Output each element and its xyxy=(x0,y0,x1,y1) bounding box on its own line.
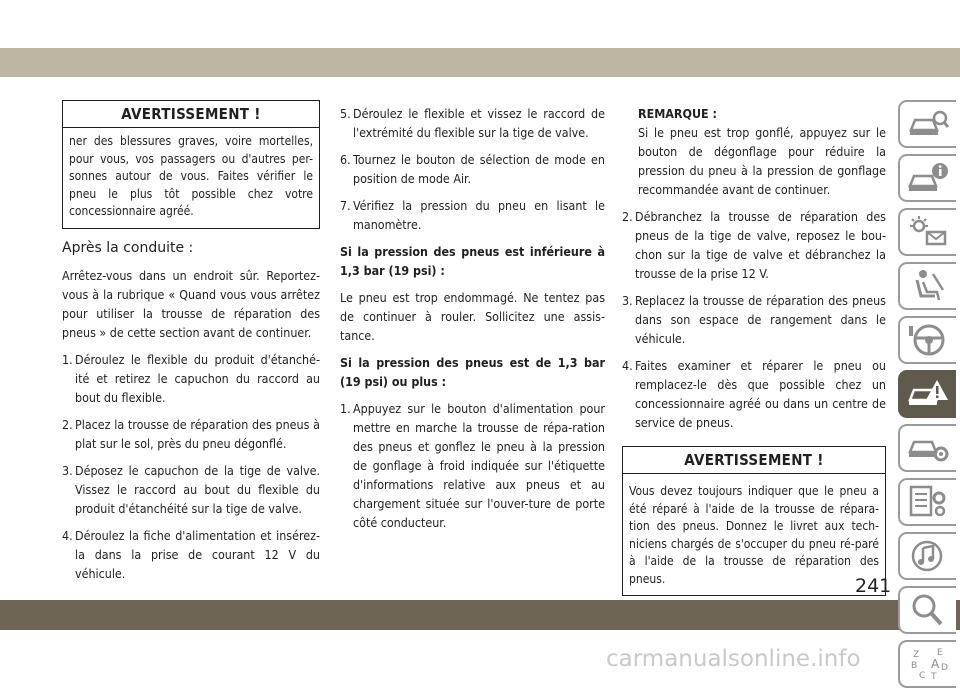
list-item xyxy=(340,104,605,142)
specifications-icon xyxy=(907,484,949,520)
index-letter: E xyxy=(937,648,943,658)
column-2 xyxy=(340,104,605,540)
tab-specifications[interactable] xyxy=(898,478,956,526)
step-number: 5. xyxy=(340,106,351,121)
car-emergency-icon xyxy=(907,376,949,412)
warning-box-2 xyxy=(622,446,886,596)
warning-lights-icon xyxy=(907,214,949,250)
step-text: Replacez la trousse de réparation des pneus dans son espace de rangement dans le véhicule. xyxy=(635,293,886,346)
ok-pressure-heading: Si la pression des pneus est de 1,3 bar (19 psi) ou plus : xyxy=(340,355,605,389)
steps-list-2 xyxy=(340,104,605,234)
steering-wheel-icon xyxy=(907,322,949,358)
step-text: Déroulez le flexible du produit d'étanché-ité et retirez le capuchon du raccord au bout du flexible. xyxy=(75,351,320,405)
step-number: 4. xyxy=(62,527,73,543)
step-text: Débranchez la trousse de réparation des pneus de la tige de valve, reposez le bou-chon sur la tige de valve et débranchez la trousse de la prise 12 V. xyxy=(635,209,886,281)
list-item xyxy=(340,196,605,234)
step-number: 1. xyxy=(340,401,351,416)
alphabet-index-icon xyxy=(907,646,949,682)
column-3 xyxy=(622,104,886,596)
tab-car-info[interactable] xyxy=(898,154,956,202)
car-service-icon xyxy=(907,430,949,466)
step-text: Vérifiez la pression du pneu en lisant le manomètre. xyxy=(353,198,605,232)
index-letter: C xyxy=(919,671,926,681)
car-search-icon xyxy=(907,106,949,142)
step-number: 2. xyxy=(62,416,73,432)
step-text: Déposez le capuchon de la tige de valve. Vissez le raccord au bout du flexible du produit d'étanchéité sur la tige de valve. xyxy=(75,462,320,516)
step-text: Placez la trousse de réparation des pneus à plat sur le sol, près du pneu dégonflé. xyxy=(75,416,320,451)
list-item xyxy=(62,526,320,583)
tab-car-service[interactable] xyxy=(898,424,956,472)
intro-paragraph: Arrêtez-vous dans un endroit sûr. Reportez-vous à la rubrique « Quand vous vous arrêtez pour utiliser la trousse de réparation des pneus » de cette section avant de continuer. xyxy=(62,267,320,340)
tab-alphabet-index[interactable] xyxy=(898,640,956,688)
tab-warning-lights[interactable] xyxy=(898,208,956,256)
step-number: 3. xyxy=(62,462,73,478)
steps-list-4 xyxy=(622,207,886,432)
tab-seat-person[interactable] xyxy=(898,262,956,310)
step-number: 1. xyxy=(62,351,73,367)
warning-title: AVERTISSEMENT ! xyxy=(63,101,319,128)
step-text: Faites examiner et réparer le pneu ou remplacez-le dès que possible chez un concessionnaire agréé ou dans un centre de service de pneus. xyxy=(635,358,886,430)
tab-multimedia[interactable] xyxy=(898,532,956,580)
low-pressure-text: Le pneu est trop endommagé. Ne tentez pas de continuer à rouler. Sollicitez une assis-tance. xyxy=(340,290,605,343)
magnifier-icon xyxy=(907,592,949,628)
chapter-tabs xyxy=(898,100,960,694)
section-title: Après la conduite : xyxy=(62,239,194,256)
note-label: REMARQUE : xyxy=(638,106,717,121)
steps-list-1 xyxy=(62,350,320,583)
low-pressure-heading: Si la pression des pneus est inférieure à 1,3 bar (19 psi) : xyxy=(340,244,605,278)
step-number: 2. xyxy=(622,209,633,224)
warning-title: AVERTISSEMENT ! xyxy=(623,447,885,474)
note-text: Si le pneu est trop gonflé, appuyez sur le bouton de dégonflage pour réduire la pression du pneu à la pression de gonflage recommandée avant de continuer. xyxy=(638,125,886,197)
list-item xyxy=(62,461,320,518)
step-number: 7. xyxy=(340,198,351,213)
list-item xyxy=(622,356,886,432)
tab-car-emergency[interactable] xyxy=(898,370,956,418)
list-item xyxy=(622,207,886,283)
list-item xyxy=(622,291,886,348)
list-item xyxy=(340,150,605,188)
top-band xyxy=(0,48,960,77)
bottom-band xyxy=(0,600,960,630)
column-1 xyxy=(62,100,320,591)
index-letter: Z xyxy=(913,650,920,660)
step-number: 4. xyxy=(622,358,633,373)
step-text: Déroulez le flexible et vissez le raccord de l'extrémité du flexible sur la tige de valve. xyxy=(353,106,605,140)
car-info-icon xyxy=(907,160,949,196)
step-number: 3. xyxy=(622,293,633,308)
warning-text: Vous devez toujours indiquer que le pneu a été réparé à l'aide de la trousse de répara-tion des pneus. Donnez le livret aux tech-niciens chargés de s'occuper du pneu ré-paré à l'aide de la trousse de réparation des pneus. xyxy=(629,484,879,586)
index-letter: T xyxy=(931,672,937,682)
seat-person-icon xyxy=(907,268,949,304)
step-text: Déroulez la fiche d'alimentation et insérez-la dans la prise de courant 12 V du véhicule. xyxy=(75,527,320,581)
step-text: Tournez le bouton de sélection de mode en position de mode Air. xyxy=(353,152,605,186)
step-number: 6. xyxy=(340,152,351,167)
tab-magnifier[interactable] xyxy=(898,586,956,634)
multimedia-icon xyxy=(907,538,949,574)
warning-text: ner des blessures graves, voire mortelles, pour vous, vos passagers ou d'autres per-sonnes autour de vous. Faites vérifier le pneu le plus tôt possible chez votre concessionnaire agréé. xyxy=(69,134,313,218)
index-letter: B xyxy=(911,661,918,671)
warning-box-1 xyxy=(62,100,320,229)
page-number: 241 xyxy=(855,575,892,597)
tab-car-search[interactable] xyxy=(898,100,956,148)
index-letter: A xyxy=(931,657,940,671)
tab-steering-wheel[interactable] xyxy=(898,316,956,364)
watermark: carmanualsonline.info xyxy=(606,646,861,672)
index-letter: D xyxy=(941,663,948,673)
steps-list-3 xyxy=(340,399,605,532)
list-item xyxy=(340,399,605,532)
list-item xyxy=(62,350,320,407)
step-text: Appuyez sur le bouton d'alimentation pour mettre en marche la trousse de répa-ration des pneus et gonflez le pneu à la pression de gonflage à froid indiquée sur l'étiquette d'informations relative aux pneus et au chargement située sur l'ouver-ture de porte côté conducteur. xyxy=(353,401,605,530)
list-item xyxy=(62,415,320,453)
